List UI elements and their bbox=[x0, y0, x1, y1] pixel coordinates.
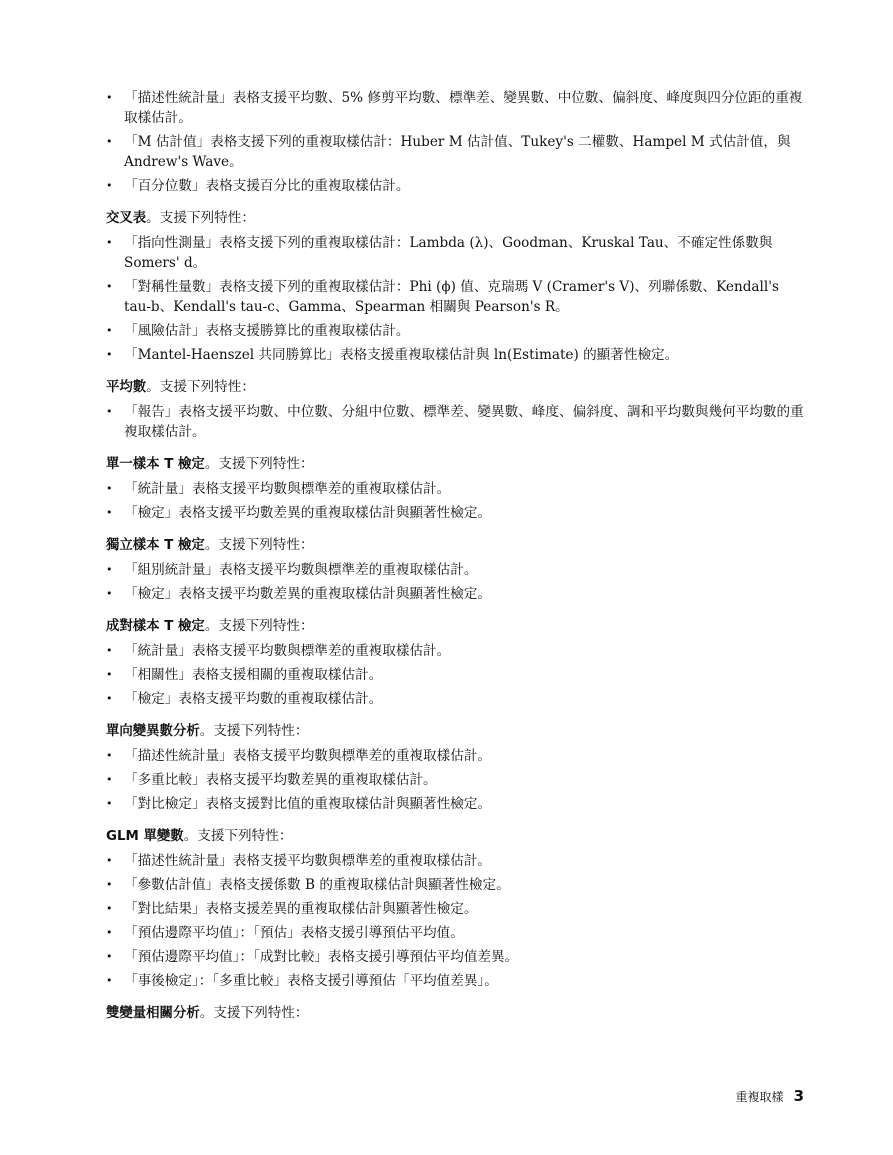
bullet-icon: • bbox=[106, 644, 113, 657]
bullet-icon: • bbox=[106, 878, 113, 891]
section-heading: GLM 單變數。支援下列特性： bbox=[106, 828, 293, 844]
list-item: • 「報告」表格支援平均數、中位數、分組中位數、標準差、變異數、峰度、偏斜度、調和平均數與幾何平均數的重複取樣估計。 bbox=[106, 404, 804, 440]
bullet-icon: • bbox=[106, 587, 113, 600]
section-paired-t bbox=[106, 616, 806, 709]
list-item: • 「預估邊際平均值」：「成對比較」表格支援引導預估平均值差異。 bbox=[106, 949, 519, 965]
list-item: • 「描述性統計量」表格支援平均數與標準差的重複取樣估計。 bbox=[106, 853, 492, 869]
list-item: • 「統計量」表格支援平均數與標準差的重複取樣估計。 bbox=[106, 643, 451, 659]
list-item: • 「事後檢定」：「多重比較」表格支援引導預估「平均值差異」。 bbox=[106, 973, 498, 989]
page-footer bbox=[736, 1087, 804, 1105]
section-crosstabs bbox=[106, 208, 806, 365]
list-item: • 「檢定」表格支援平均數差異的重複取樣估計與顯著性檢定。 bbox=[106, 505, 492, 521]
top-bullet-list bbox=[106, 88, 806, 196]
section-heading: 平均數。支援下列特性： bbox=[106, 379, 255, 395]
list-item: • 「參數估計值」表格支援係數 B 的重複取樣估計與顯著性檢定。 bbox=[106, 877, 510, 893]
bullet-icon: • bbox=[106, 902, 113, 915]
section-heading: 交叉表。支援下列特性： bbox=[106, 210, 255, 226]
section-heading: 成對樣本 T 檢定。支援下列特性： bbox=[106, 618, 314, 634]
bullet-icon: • bbox=[106, 854, 113, 867]
list-item: • 「相關性」表格支援相關的重複取樣估計。 bbox=[106, 667, 383, 683]
section-bivariate-correlations bbox=[106, 1003, 806, 1024]
section-one-way-anova bbox=[106, 721, 806, 814]
bullet-icon: • bbox=[106, 773, 113, 786]
bullet-icon: • bbox=[106, 405, 113, 418]
bullet-icon: • bbox=[106, 348, 113, 361]
bullet-icon: • bbox=[106, 974, 113, 987]
list-item: • 「百分位數」表格支援百分比的重複取樣估計。 bbox=[106, 178, 410, 194]
list-item: • 「對比檢定」表格支援對比值的重複取樣估計與顯著性檢定。 bbox=[106, 796, 492, 812]
bullet-icon: • bbox=[106, 926, 113, 939]
section-heading: 獨立樣本 T 檢定。支援下列特性： bbox=[106, 537, 314, 553]
bullet-icon: • bbox=[106, 482, 113, 495]
bullet-icon: • bbox=[106, 236, 113, 249]
bullet-icon: • bbox=[106, 135, 113, 148]
section-heading: 單一樣本 T 檢定。支援下列特性： bbox=[106, 456, 314, 472]
bullet-icon: • bbox=[106, 506, 113, 519]
bullet-icon: • bbox=[106, 692, 113, 705]
bullet-icon: • bbox=[106, 668, 113, 681]
bullet-icon: • bbox=[106, 179, 113, 192]
page-number: 3 bbox=[793, 1087, 804, 1105]
list-item: • 「組別統計量」表格支援平均數與標準差的重複取樣估計。 bbox=[106, 562, 478, 578]
list-item: • 「對稱性量數」表格支援下列的重複取樣估計：Phi (ϕ) 值、克瑞瑪 V (Cramer's V)、列聯係數、Kendall's tau-b、Kendall's tau-c、Gamma、Spearman 相關與 Pearson's R。 bbox=[106, 279, 779, 315]
bullet-icon: • bbox=[106, 324, 113, 337]
section-one-sample-t bbox=[106, 454, 806, 523]
list-item: • 「指向性測量」表格支援下列的重複取樣估計：Lambda (λ)、Goodman、Kruskal Tau、不確定性係數與 Somers' d。 bbox=[106, 235, 773, 271]
list-item: • 「檢定」表格支援平均數差異的重複取樣估計與顯著性檢定。 bbox=[106, 586, 492, 602]
bullet-icon: • bbox=[106, 950, 113, 963]
bullet-icon: • bbox=[106, 280, 113, 293]
list-item: • 「M 估計值」表格支援下列的重複取樣估計：Huber M 估計值、Tukey's 二權數、Hampel M 式估計值，與 Andrew's Wave。 bbox=[106, 134, 791, 170]
page-body bbox=[106, 88, 806, 1028]
list-item: • 「預估邊際平均值」：「預估」表格支援引導預估平均值。 bbox=[106, 925, 464, 941]
bullet-icon: • bbox=[106, 91, 113, 104]
bullet-icon: • bbox=[106, 563, 113, 576]
list-item: • 「Mantel-Haenszel 共同勝算比」表格支援重複取樣估計與 ln(Estimate) 的顯著性檢定。 bbox=[106, 347, 679, 363]
footer-label: 重複取樣 bbox=[735, 1090, 784, 1104]
section-means bbox=[106, 377, 806, 442]
bullet-icon: • bbox=[106, 797, 113, 810]
list-item: • 「統計量」表格支援平均數與標準差的重複取樣估計。 bbox=[106, 481, 451, 497]
section-heading: 單向變異數分析。支援下列特性： bbox=[106, 723, 309, 739]
bullet-icon: • bbox=[106, 749, 113, 762]
list-item: • 「描述性統計量」表格支援平均數與標準差的重複取樣估計。 bbox=[106, 748, 492, 764]
section-glm-univariate bbox=[106, 826, 806, 991]
list-item: • 「描述性統計量」表格支援平均數、5% 修剪平均數、標準差、變異數、中位數、偏斜度、峰度與四分位距的重複取樣估計。 bbox=[106, 90, 803, 126]
list-item: • 「對比結果」表格支援差異的重複取樣估計與顯著性檢定。 bbox=[106, 901, 478, 917]
section-independent-t bbox=[106, 535, 806, 604]
list-item: • 「風險估計」表格支援勝算比的重複取樣估計。 bbox=[106, 323, 410, 339]
list-item: • 「多重比較」表格支援平均數差異的重複取樣估計。 bbox=[106, 772, 437, 788]
list-item: • 「檢定」表格支援平均數的重複取樣估計。 bbox=[106, 691, 383, 707]
section-heading: 雙變量相關分析。支援下列特性： bbox=[106, 1005, 309, 1021]
